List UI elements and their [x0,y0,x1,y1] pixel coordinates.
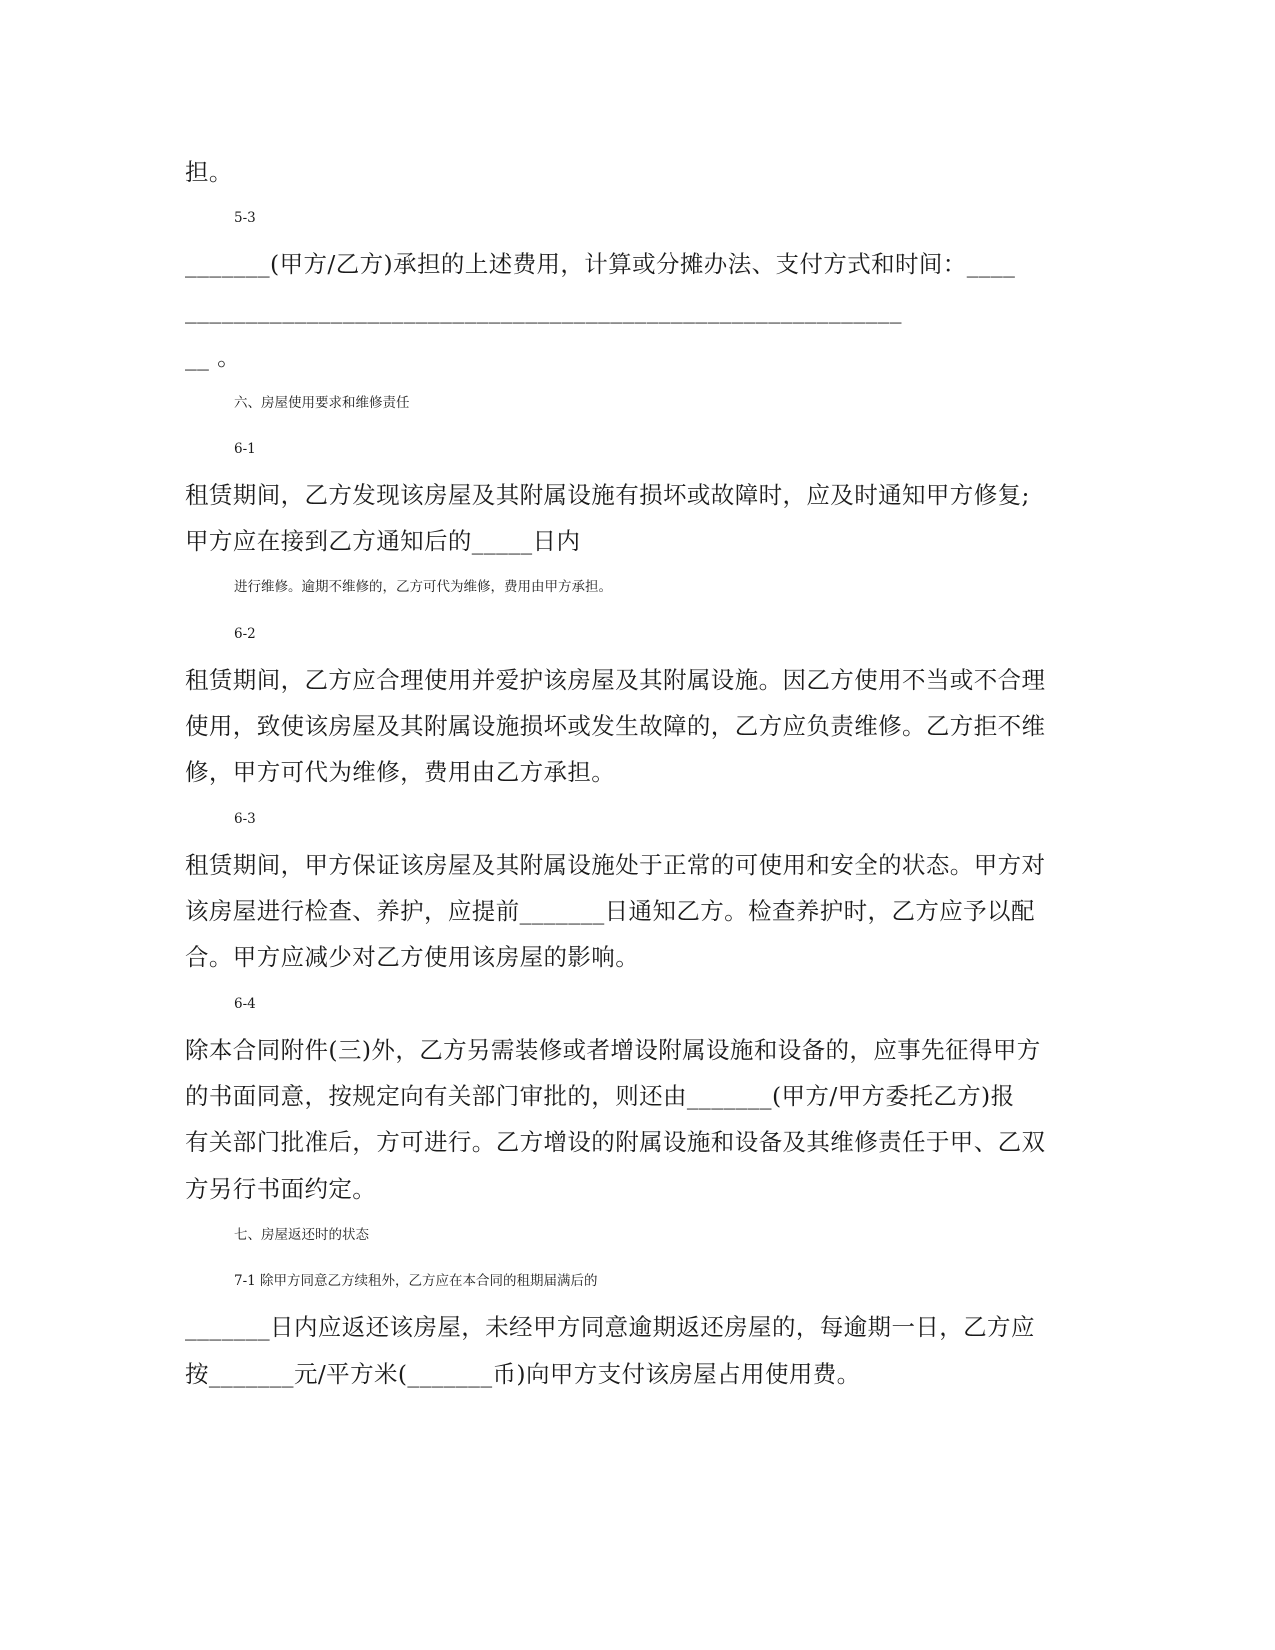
text-line: 甲方应在接到乙方通知后的_____日内 [185,527,581,555]
clause-number: 5-3 [234,210,256,226]
text-line: 担。 [185,158,233,186]
text-line: 方另行书面约定。 [185,1175,377,1203]
text-line: 使用，致使该房屋及其附属设施损坏或发生故障的，乙方应负责维修。乙方拒不维 [185,712,1046,740]
text-line: 合。甲方应减少对乙方使用该房屋的影响。 [185,943,640,971]
text-line: 进行维修。逾期不维修的，乙方可代为维修，费用由甲方承担。 [234,579,612,595]
text-line: _______日内应返还该房屋，未经甲方同意逾期返还房屋的，每逾期一日，乙方应 [185,1313,1035,1341]
clause-number: 6-2 [234,626,256,642]
text-line: 的书面同意，按规定向有关部门审批的，则还由_______(甲方/甲方委托乙方)报 [185,1082,1015,1110]
text-line: 除本合同附件(三)外，乙方另需装修或者增设附属设施和设备的，应事先征得甲方 [185,1036,1041,1064]
text-line: 租赁期间，乙方应合理使用并爱护该房屋及其附属设施。因乙方使用不当或不合理 [185,666,1046,694]
clause-number: 6-1 [234,441,256,457]
section-heading: 七、房屋返还时的状态 [234,1227,369,1243]
text-line: __ 。 [185,343,242,371]
text-line: 该房屋进行检查、养护，应提前_______日通知乙方。检查养护时，乙方应予以配 [185,897,1035,925]
text-line: 租赁期间，甲方保证该房屋及其附属设施处于正常的可使用和安全的状态。甲方对 [185,851,1046,879]
text-line: 7-1 除甲方同意乙方续租外，乙方应在本合同的租期届满后的 [234,1273,598,1289]
blank-line: ___________________________________________________________ [185,296,902,324]
text-line: 有关部门批准后，方可进行。乙方增设的附属设施和设备及其维修责任于甲、乙双 [185,1128,1046,1156]
text-line: 按_______元/平方米(_______币)向甲方支付该房屋占用使用费。 [185,1360,861,1388]
text-line: 租赁期间，乙方发现该房屋及其附属设施有损坏或故障时，应及时通知甲方修复; [185,481,1030,509]
section-heading: 六、房屋使用要求和维修责任 [234,395,410,411]
text-line: _______(甲方/乙方)承担的上述费用，计算或分摊办法、支付方式和时间：____ [185,250,1016,278]
text-line: 修，甲方可代为维修，费用由乙方承担。 [185,758,616,786]
clause-number: 6-3 [234,811,256,827]
clause-number: 6-4 [234,996,256,1012]
